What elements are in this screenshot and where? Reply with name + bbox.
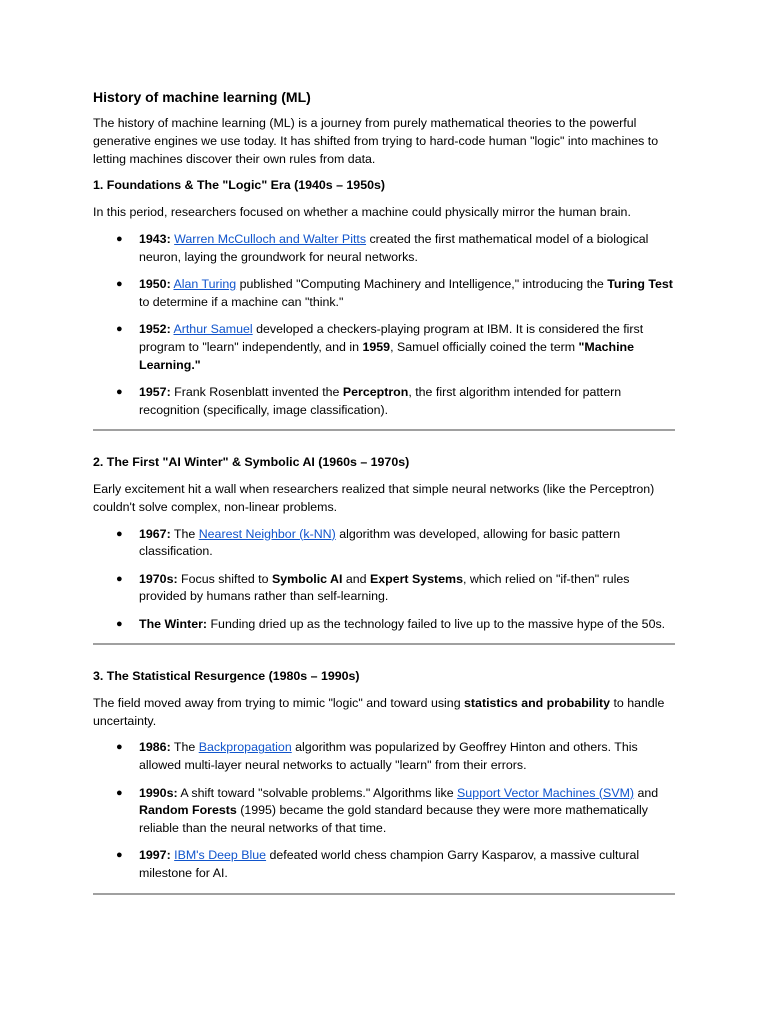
bullet-icon: ●: [116, 386, 123, 399]
item-text: The: [170, 740, 199, 755]
link-backpropagation[interactable]: Backpropagation: [198, 740, 292, 755]
item-year: 1986:: [139, 740, 171, 755]
item-year: 1997:: [139, 848, 171, 863]
intro-paragraph: The history of machine learning (ML) is a journey from purely mathematical theories to the powerful generative engines we use today. It has shifted from trying to hard-code human "logic" into machines to letting machines discover their own rules from data.: [93, 116, 659, 166]
bullet-icon: ●: [116, 741, 123, 754]
item-text: Focus shifted to: [177, 571, 272, 586]
item-bold: Expert Systems: [369, 571, 463, 586]
section-heading-1: 1. Foundations & The "Logic" Era (1940s – 1950s): [93, 178, 386, 193]
list-item: [116, 321, 675, 374]
item-text: and: [634, 785, 659, 800]
item-year: 1950:: [139, 277, 171, 292]
item-text: , the first algorithm intended for pattern recognition (specifically, image classification).: [139, 385, 622, 417]
section-divider: [93, 643, 675, 645]
timeline-list-3: [93, 739, 675, 883]
link-nearest-neighbor[interactable]: Nearest Neighbor (k-NN): [198, 526, 336, 541]
item-year: 1970s:: [139, 571, 178, 586]
section-intro-1: In this period, researchers focused on whether a machine could physically mirror the human brain.: [93, 205, 631, 220]
link-svm[interactable]: Support Vector Machines (SVM): [457, 785, 635, 800]
link-mcculloch-pitts[interactable]: Warren McCulloch and Walter Pitts: [174, 231, 367, 246]
item-text: created the first mathematical model of a biological neuron, laying the groundwork for neural networks.: [139, 231, 649, 264]
list-item: [116, 231, 675, 267]
page-title: History of machine learning (ML): [93, 89, 311, 105]
link-arthur-samuel[interactable]: Arthur Samuel: [173, 322, 253, 337]
item-bold: Perceptron: [342, 385, 409, 400]
item-year: 1967:: [139, 526, 171, 541]
document-page: [93, 88, 675, 918]
list-item: [116, 276, 675, 312]
section-intro-3: [93, 695, 675, 731]
bullet-icon: ●: [116, 278, 123, 291]
bullet-icon: ●: [116, 232, 123, 245]
bullet-icon: ●: [116, 323, 123, 336]
item-bold: "Machine Learning.": [139, 339, 634, 372]
list-item: [116, 739, 675, 775]
item-year: 1943:: [139, 231, 171, 246]
bullet-icon: ●: [116, 572, 123, 585]
section-heading-2: 2. The First "AI Winter" & Symbolic AI (1960s – 1970s): [93, 455, 410, 470]
item-text: algorithm was developed, allowing for basic pattern classification.: [139, 526, 621, 559]
timeline-list-1: [93, 231, 675, 420]
item-bold: Random Forests: [139, 803, 237, 818]
list-item: [116, 616, 675, 634]
bullet-icon: ●: [116, 786, 123, 799]
bullet-icon: ●: [116, 849, 123, 862]
item-text: and: [342, 571, 370, 586]
section-divider: [93, 893, 675, 895]
list-item: [116, 847, 675, 883]
item-bold: 1959: [362, 339, 391, 354]
list-item: [116, 384, 675, 420]
list-item: [116, 571, 675, 607]
item-text: The: [170, 526, 199, 541]
intro-text: to handle uncertainty.: [93, 695, 665, 728]
item-text: , which relied on "if-then" rules provided by humans rather than self-learning.: [139, 571, 630, 604]
item-text: developed a checkers-playing program at IBM. It is considered the first program to "learn" independently, and in: [139, 322, 644, 354]
intro-bold: statistics and probability: [464, 695, 610, 710]
bullet-icon: ●: [116, 527, 123, 540]
item-text: Frank Rosenblatt invented the: [170, 385, 343, 400]
item-year: 1957:: [139, 385, 171, 400]
list-item: [116, 785, 675, 838]
item-bold: Symbolic AI: [271, 571, 343, 586]
bullet-icon: ●: [116, 617, 123, 630]
section-heading-3: 3. The Statistical Resurgence (1980s – 1990s): [93, 669, 360, 684]
item-text: defeated world chess champion Garry Kasparov, a massive cultural milestone for AI.: [139, 848, 640, 881]
section-intro-2: Early excitement hit a wall when researchers realized that simple neural networks (like the Perceptron) couldn't solve complex, non-linear problems.: [93, 481, 655, 514]
item-year: 1952:: [139, 322, 171, 337]
intro-text: The field moved away from trying to mimic "logic" and toward using: [93, 695, 465, 710]
item-text: published "Computing Machinery and Intelligence," introducing the: [236, 277, 608, 292]
item-text: to determine if a machine can "think.": [139, 294, 344, 309]
item-text: A shift toward "solvable problems." Algorithms like: [177, 785, 458, 800]
section-divider: [93, 429, 675, 431]
item-text: algorithm was popularized by Geoffrey Hinton and others. This allowed multi-layer neural networks to actually "learn" from their errors.: [139, 740, 638, 773]
item-year: The Winter:: [139, 616, 208, 631]
item-text: , Samuel officially coined the term: [390, 339, 579, 354]
item-text: (1995) became the gold standard because they were more mathematically reliable than the neural networks of that time.: [139, 803, 648, 836]
item-bold: Turing Test: [607, 277, 673, 292]
link-deep-blue[interactable]: IBM's Deep Blue: [174, 848, 267, 863]
item-text: Funding dried up as the technology failed to live up to the massive hype of the 50s.: [207, 616, 666, 631]
item-year: 1990s:: [139, 785, 178, 800]
timeline-list-2: [93, 526, 675, 634]
link-alan-turing[interactable]: Alan Turing: [173, 277, 237, 292]
list-item: [116, 526, 675, 562]
